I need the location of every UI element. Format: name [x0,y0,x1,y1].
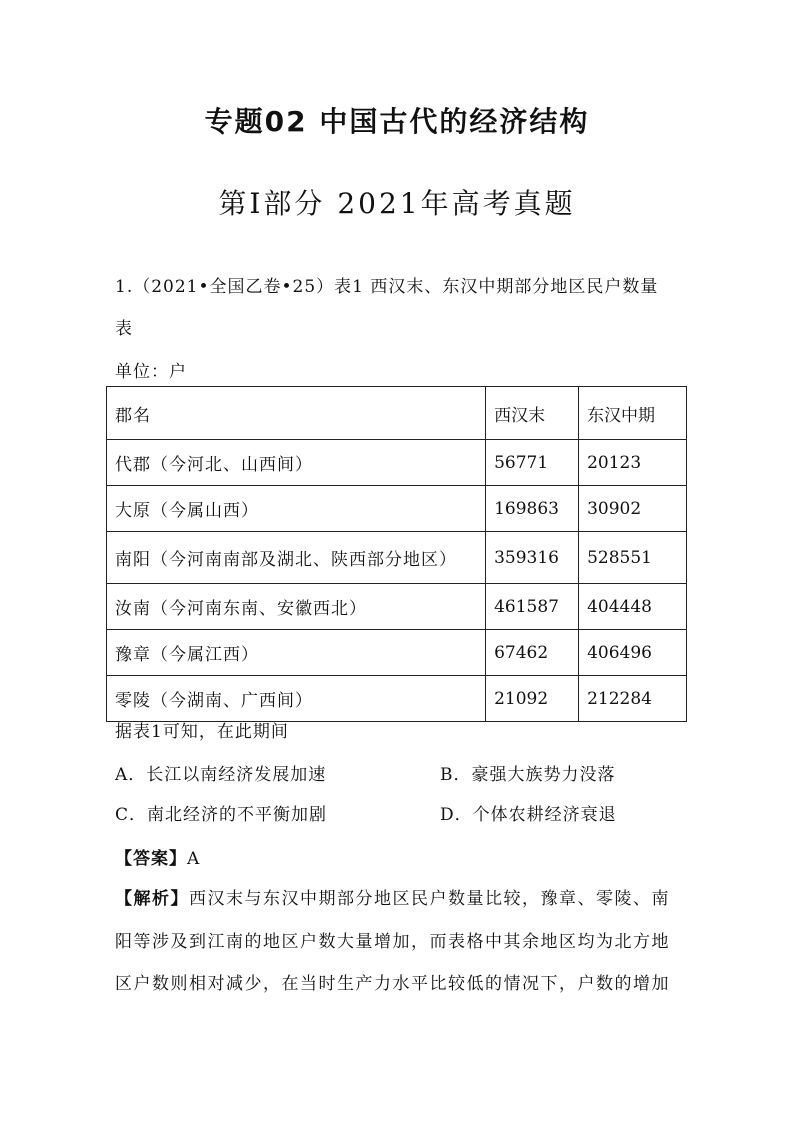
question-stem-continued: 表 [115,319,133,339]
explanation-line: 阳等涉及到江南的地区户数大量增加，而表格中其余地区均为北方地 [115,932,670,952]
table-row [107,630,687,676]
explanation-line: 区户数则相对减少，在当时生产力水平比较低的情况下，户数的增加 [115,974,670,994]
header-cell: 西汉末 [486,387,579,440]
document-title: 专题02 中国古代的经济结构 [204,105,590,138]
table-row [107,676,687,722]
section-title: 第Ⅰ部分 2021年高考真题 [218,187,576,220]
table-cell: 461587 [486,584,579,630]
answer-line [115,844,200,869]
table-cell: 406496 [579,630,687,676]
table-cell: 豫章（今属江西） [107,630,486,676]
explanation-label: 【解析】 [115,889,189,909]
table-cell: 20123 [579,440,687,486]
table-cell: 169863 [486,486,579,532]
table-header-row [107,387,687,440]
table-cell: 汝南（今河南东南、安徽西北） [107,584,486,630]
option-d: D．个体农耕经济衰退 [440,805,617,825]
table-cell: 代郡（今河北、山西间） [107,440,486,486]
question-stem: 1.（2021•全国乙卷•25）表1 西汉末、东汉中期部分地区民户数量 [115,277,659,297]
table-row [107,584,687,630]
table-cell: 南阳（今河南南部及湖北、陕西部分地区） [107,532,486,584]
table-cell: 30902 [579,486,687,532]
option-b: B．豪强大族势力没落 [440,765,616,785]
table-row [107,486,687,532]
table-unit-label: 单位：户 [115,362,187,382]
answer-label: 【答案】 [115,849,187,869]
table-cell: 零陵（今湖南、广西间） [107,676,486,722]
table-cell: 56771 [486,440,579,486]
table-cell: 528551 [579,532,687,584]
table-cell: 359316 [486,532,579,584]
answer-value: A [187,849,201,869]
table-row [107,440,687,486]
table-cell: 大原（今属山西） [107,486,486,532]
header-cell: 东汉中期 [579,387,687,440]
table-row [107,532,687,584]
table-cell: 212284 [579,676,687,722]
question-prompt: 据表1可知，在此期间 [115,722,289,742]
option-c: C．南北经济的不平衡加剧 [115,805,328,825]
explanation-line [115,884,687,909]
table-cell: 404448 [579,584,687,630]
option-a: A．长江以南经济发展加速 [115,765,327,785]
header-cell: 郡名 [107,387,486,440]
table-cell: 67462 [486,630,579,676]
household-table [106,386,687,722]
explanation-text: 西汉末与东汉中期部分地区民户数量比较，豫章、零陵、南 [189,889,670,909]
table-cell: 21092 [486,676,579,722]
